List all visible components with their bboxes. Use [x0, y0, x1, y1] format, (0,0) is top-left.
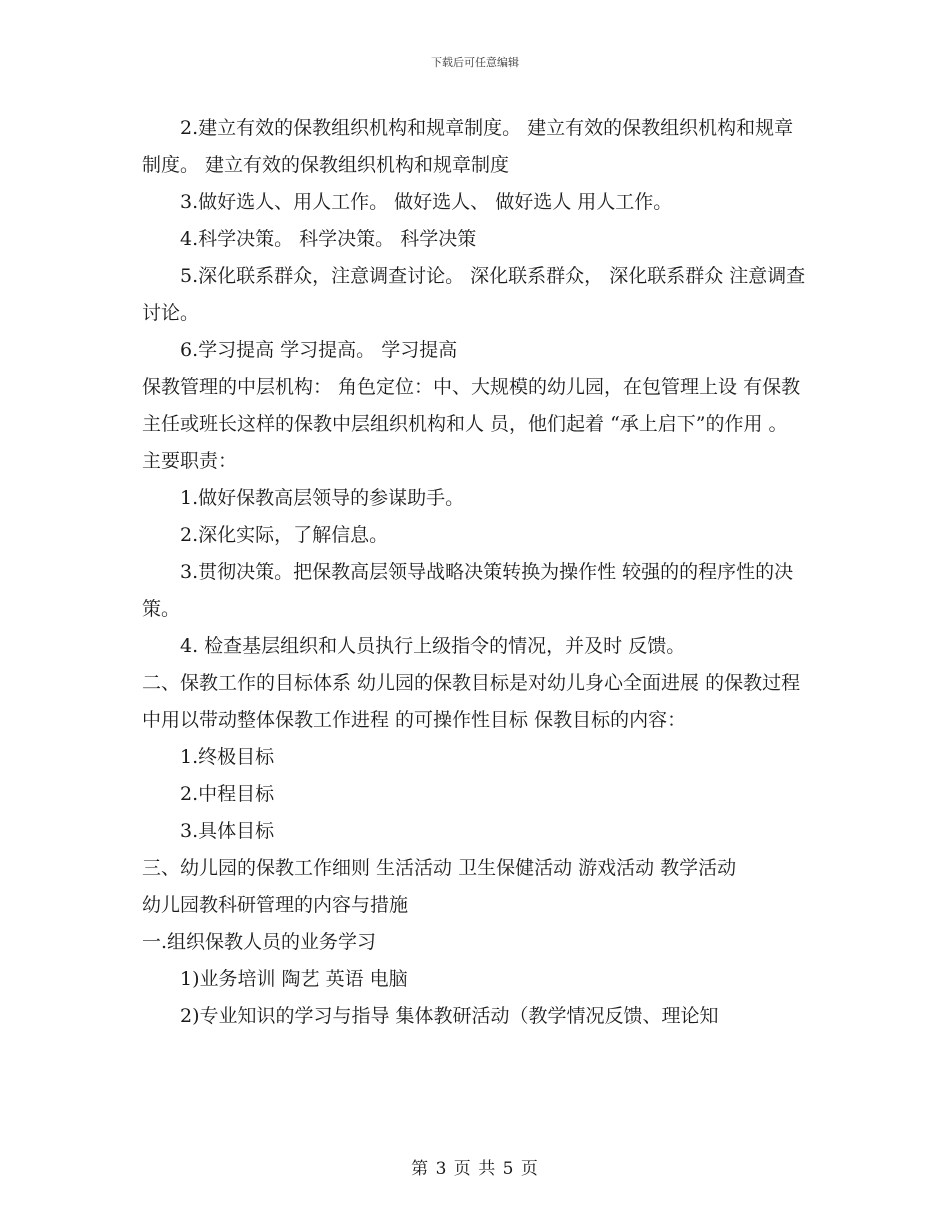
list-item: 2)专业知识的学习与指导 集体教研活动（教学情况反馈、理论知: [180, 1005, 719, 1027]
list-item: 3.具体目标: [180, 820, 275, 842]
list-item: 2.中程目标: [180, 783, 275, 805]
page-footer: 第 3 页 共 5 页: [411, 1159, 539, 1179]
paragraph: 4. 检查基层组织和人员执行上级指令的情况，并及时 反馈。: [180, 635, 686, 657]
page-header: 下载后可任意编辑: [431, 56, 519, 69]
paragraph: 1.做好保教高层领导的参谋助手。: [180, 487, 465, 509]
paragraph: 3.贯彻决策。把保教高层领导战略决策转换为操作性 较强的的程序性的决策。: [142, 561, 794, 620]
paragraph: 2.深化实际，了解信息。: [180, 524, 389, 546]
paragraph: 5.深化联系群众，注意调查讨论。 深化联系群众， 深化联系群众 注意调查讨论。: [142, 265, 806, 324]
paragraph: 6.学习提高 学习提高。 学习提高: [180, 339, 458, 361]
paragraph: 4.科学决策。 科学决策。 科学决策: [180, 228, 477, 250]
document-body: [142, 110, 808, 1035]
list-item: 1.终极目标: [180, 746, 275, 768]
section-heading: 三、幼儿园的保教工作细则 生活活动 卫生保健活动 游戏活动 教学活动: [142, 857, 737, 879]
paragraph: 保教管理的中层机构： 角色定位：中、大规模的幼儿园，在包管理上设 有保教主任或班长这样的保教中层组织机构和人 员，他们起着 “承上启下”的作用 。 主要职责：: [142, 376, 801, 472]
paragraph: 3.做好选人、用人工作。 做好选人、 做好选人 用人工作。: [180, 191, 673, 213]
list-item: 1)业务培训 陶艺 英语 电脑: [180, 968, 408, 990]
paragraph: 2.建立有效的保教组织机构和规章制度。 建立有效的保教组织机构和规章制度。 建立有效的保教组织机构和规章制度: [142, 117, 794, 176]
section-heading: 二、保教工作的目标体系 幼儿园的保教目标是对幼儿身心全面进展 的保教过程中用以带动整体保教工作进程 的可操作性目标 保教目标的内容：: [142, 672, 801, 731]
section-heading: 一.组织保教人员的业务学习: [142, 931, 377, 953]
section-heading: 幼儿园教科研管理的内容与措施: [142, 894, 409, 916]
